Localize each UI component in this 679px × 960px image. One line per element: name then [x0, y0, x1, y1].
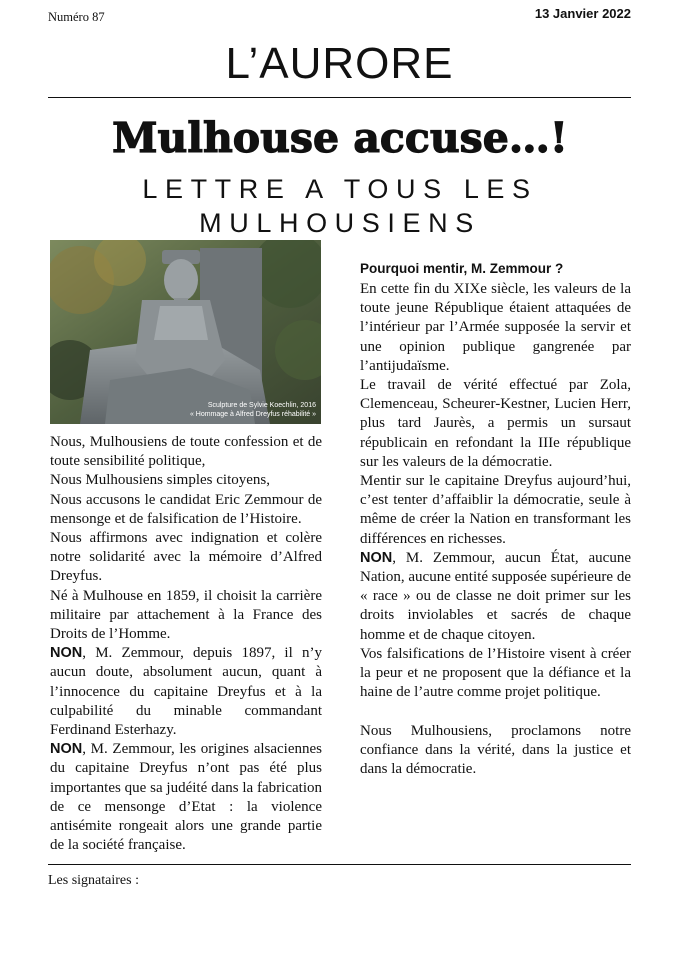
bottom-divider [48, 864, 631, 865]
left-paragraph: Nous affirmons avec indignation et colère notre solidarité avec la mémoire d’Alfred Dreyfus. [50, 530, 322, 585]
signatories-label: Les signataires : [48, 873, 139, 888]
sculpture-image [50, 240, 321, 424]
left-paragraph: Né à Mulhouse en 1859, il choisit la carrière militaire par attachement à la France des Droits de l’Homme. [50, 587, 322, 643]
right-column [360, 258, 631, 779]
non-keyword: NON [50, 645, 83, 662]
paragraph-text: , M. Zemmour, les origines alsaciennes du capitaine Dreyfus n’ont pas été plus importantes que sa judéité dans la fabrication de ce mensonge d’Etat : la violence antisémite rongeait alors une grande partie de la société française. [50, 741, 322, 854]
right-paragraph: Le travail de vérité effectué par Zola, Clemenceau, Scheurer-Kestner, Lucien Herr, plus tard Jaurès, a permis un sursaut républicain en refondant la IIIe république sur les valeurs de la démocratie. [360, 377, 631, 470]
left-column [50, 433, 322, 855]
headline: Mulhouse accuse…! [112, 114, 568, 162]
sculpture-photo [50, 240, 321, 424]
issue-number: Numéro 87 [48, 10, 105, 24]
right-paragraph: En cette fin du XIXe siècle, les valeurs de la toute jeune République étaient attaquées de l’intérieur par l’Armée supposée la servir et une opinion publique gangrenée par l’antijudaïsme. [360, 281, 631, 374]
paragraph-text: , M. Zemmour, aucun État, aucune Nation, aucune entité supposée supérieure de « race » ou de classe ne doit primer sur les droits inviolables et sacrés de chaque homme et de chaque citoyen. [360, 549, 631, 643]
left-paragraph [50, 644, 322, 740]
photo-caption-line2: « Hommage à Alfred Dreyfus réhabilité » [189, 411, 316, 418]
non-keyword: NON [360, 549, 393, 566]
right-paragraph-closing: Nous Mulhousiens, proclamons notre confiance dans la vérité, dans la justice et dans la démocratie. [360, 722, 631, 778]
left-paragraph: Nous, Mulhousiens de toute confession et de toute sensibilité politique, [50, 434, 322, 470]
issue-date: 13 Janvier 2022 [534, 6, 631, 21]
left-paragraph: Nous accusons le candidat Eric Zemmour de mensonge et de falsification de l’Histoire. [50, 491, 322, 527]
photo-caption-line1: Sculpture de Sylvie Koechlin, 2016 [207, 402, 316, 409]
paragraph-text: , M. Zemmour, depuis 1897, il n’y aucun doute, absolument aucun, quant à l’innocence du capitaine Dreyfus et à la culpabilité du minable commandant Ferdinand Esterhazy. [50, 645, 322, 739]
non-keyword: NON [50, 741, 83, 758]
left-paragraph: Nous Mulhousiens simples citoyens, [50, 472, 270, 489]
right-paragraph: Vos falsifications de l’Histoire visent à créer la peur et ne proposent que la défiance et la haine de l’autre comme projet politique. [360, 645, 631, 701]
right-paragraph [360, 549, 631, 645]
column-title: Pourquoi mentir, M. Zemmour ? [360, 261, 564, 276]
masthead: L’AURORE [225, 39, 454, 88]
top-divider [48, 97, 631, 98]
subheadline: LETTRE A TOUS LES MULHOUSIENS [142, 174, 538, 238]
left-paragraph [50, 740, 322, 855]
right-paragraph: Mentir sur le capitaine Dreyfus aujourd’hui, c’est tenter d’affaiblir la démocratie, seule à même de créer la Nation en transformant les différences en richesses. [360, 473, 631, 547]
